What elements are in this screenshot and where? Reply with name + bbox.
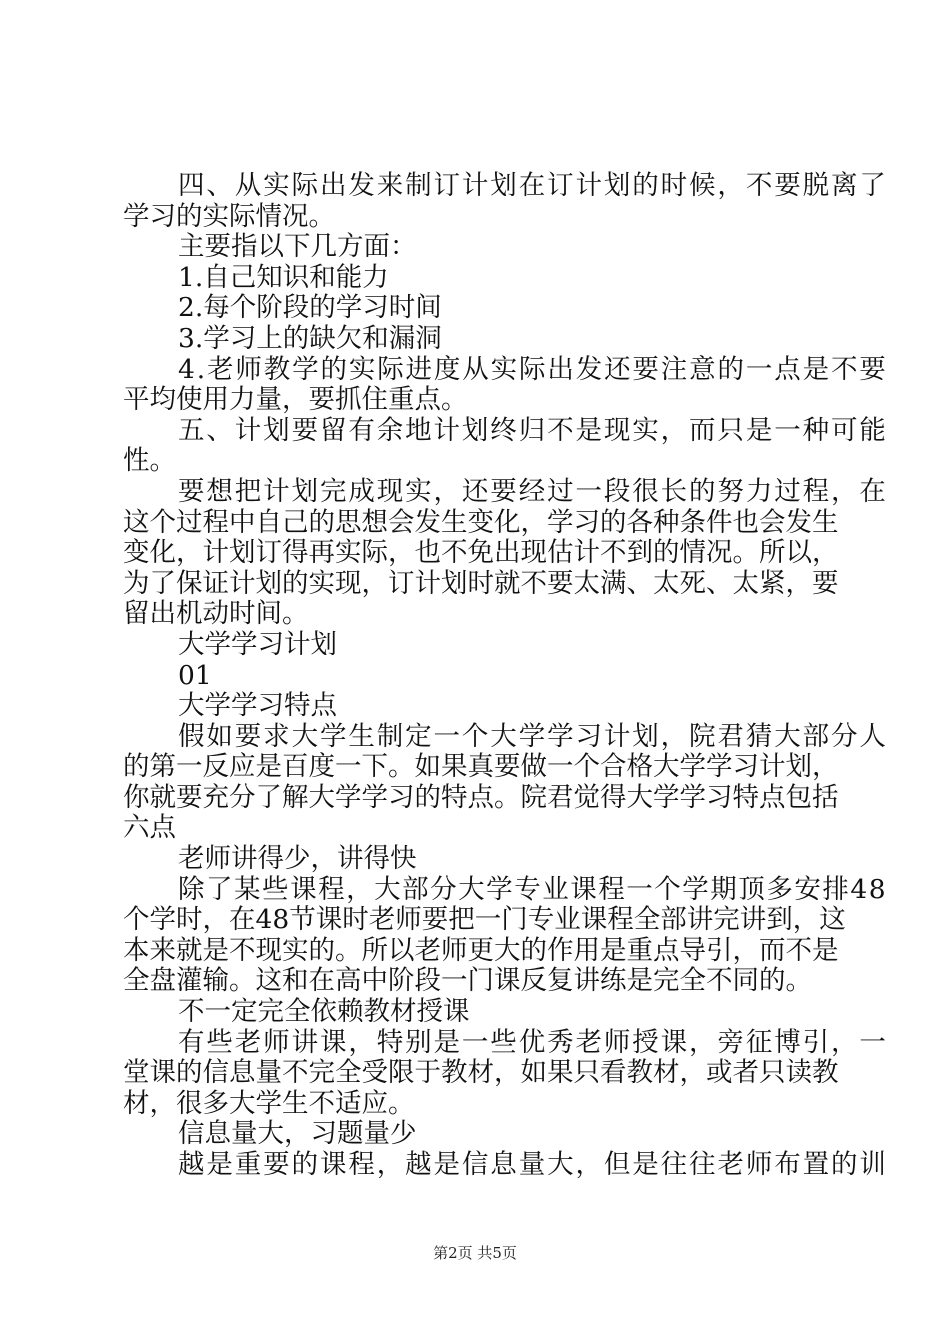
page-footer: 第2页 共5页 xyxy=(433,1244,517,1262)
paragraph-line: 你 就 要 充 分 了 解 大 学 学 习 的 特 点 。 院 君 觉 得 大 学 学 习 特 点 包 括 xyxy=(123,781,839,813)
paragraph-line: 本 来 就 是 不 现 实 的 。 所 以 老 师 更 大 的 作 用 是 重 点 导 引 ， 而 不 是 xyxy=(123,934,839,966)
list-item: 3.学习上的缺欠和漏洞 xyxy=(178,322,442,354)
paragraph-line: 留出机动时间。 xyxy=(123,598,309,630)
subsection-title: 大学学习特点 xyxy=(178,690,337,722)
paragraph-line: 为 了 保 证 计 划 的 实 现 ， 订 计 划 时 就 不 要 太 满 、 太 死 、 太 紧 ， 要 xyxy=(123,567,839,599)
document-body xyxy=(123,170,886,1181)
section-heading-line: 五 、 计 划 要 留 有 余 地 计 划 终 归 不 是 现 实 ， 而 只 是 一 种 可 能 xyxy=(178,414,886,446)
section-title: 大学学习计划 xyxy=(178,628,337,660)
paragraph-line: 四 、 从 实 际 出 发 来 制 订 计 划 在 订 计 划 的 时 候 ， 不 要 脱 离 了 xyxy=(178,170,886,201)
paragraph-line: 堂 课 的 信 息 量 不 完 全 受 限 于 教 材 ， 如 果 只 看 教 材 ， 或 者 只 读 教 xyxy=(123,1057,839,1089)
list-item: 1.自己知识和能力 xyxy=(178,261,389,293)
paragraph-line: 全盘灌输。这和在高中阶段一门课反复讲练是完全不同的。 xyxy=(123,965,812,997)
paragraph-line: 除 了 某 些 课 程 ， 大 部 分 大 学 专 业 课 程 一 个 学 期 顶 多 安 排 4 8 xyxy=(178,873,886,905)
paragraph-line: 性。 xyxy=(123,445,176,477)
paragraph-line: 平均使用力量，要抓住重点。 xyxy=(123,384,468,416)
paragraph-line: 这 个 过 程 中 自 己 的 思 想 会 发 生 变 化 ， 学 习 的 各 种 条 件 也 会 发 生 xyxy=(123,506,839,538)
paragraph-line: 的 第 一 反 应 是 百 度 一 下 。 如 果 真 要 做 一 个 合 格 大 学 学 习 计 划 ， xyxy=(123,751,839,783)
paragraph-line: 材，很多大学生不适应。 xyxy=(123,1087,415,1119)
paragraph-line: 学习的实际情况。 xyxy=(123,200,335,232)
paragraph-line: 变 化 ， 计 划 订 得 再 实 际 ， 也 不 免 出 现 估 计 不 到 的 情 况 。 所 以 ， xyxy=(123,537,839,569)
list-item: 2.每个阶段的学习时间 xyxy=(178,292,442,324)
list-item: 4 . 老 师 教 学 的 实 际 进 度 从 实 际 出 发 还 要 注 意 的 一 点 是 不 要 xyxy=(178,353,886,385)
paragraph-line: 假 如 要 求 大 学 生 制 定 一 个 大 学 学 习 计 划 ， 院 君 猜 大 部 分 人 xyxy=(178,720,886,752)
subsection-title: 不一定完全依赖教材授课 xyxy=(178,996,470,1028)
paragraph-line: 要 想 把 计 划 完 成 现 实 ， 还 要 经 过 一 段 很 长 的 努 力 过 程 ， 在 xyxy=(178,475,886,507)
subsection-title: 老师讲得少，讲得快 xyxy=(178,843,417,875)
paragraph-line: 主要指以下几方面： xyxy=(178,231,417,263)
subsection-title: 信息量大，习题量少 xyxy=(178,1118,417,1150)
paragraph-line: 六点 xyxy=(123,812,176,844)
paragraph-line: 有 些 老 师 讲 课 ， 特 别 是 一 些 优 秀 老 师 授 课 ， 旁 征 博 引 ， 一 xyxy=(178,1026,886,1058)
section-number: 01 xyxy=(178,659,212,691)
paragraph-line: 越 是 重 要 的 课 程 ， 越 是 信 息 量 大 ， 但 是 往 往 老 师 布 置 的 训 xyxy=(178,1149,886,1180)
paragraph-line: 个 学 时 ， 在 4 8 节 课 时 老 师 要 把 一 门 专 业 课 程 全 部 讲 完 讲 到 ， 这 xyxy=(123,904,846,936)
